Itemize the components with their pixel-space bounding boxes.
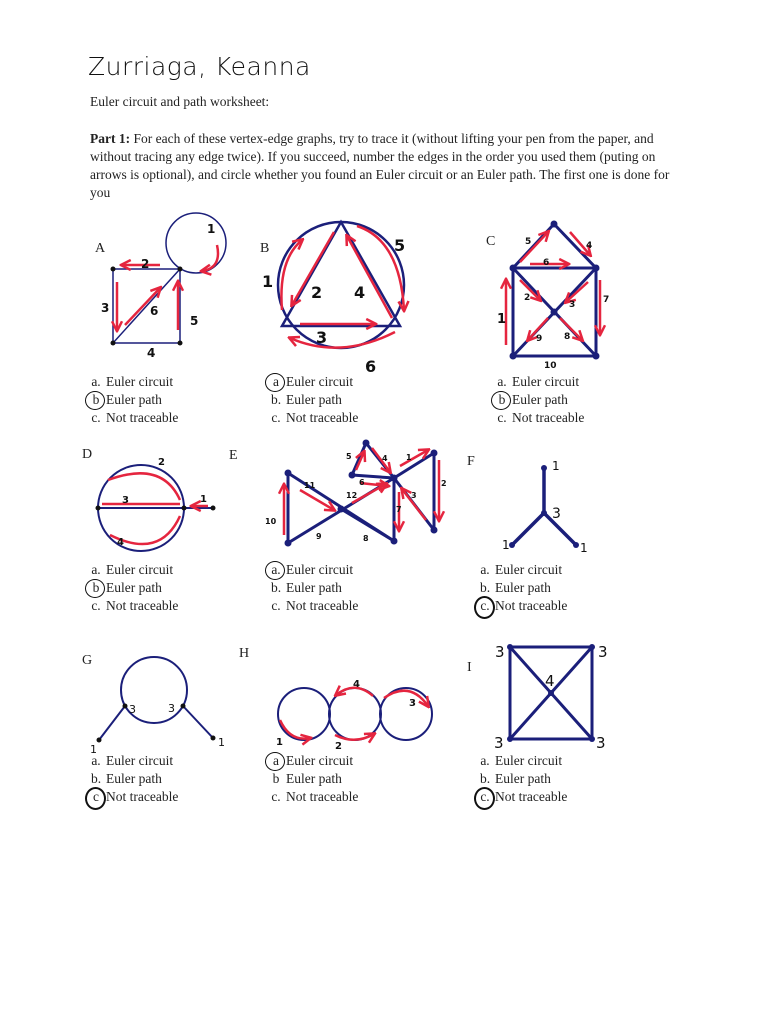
option-euler-path[interactable]: b Euler path	[88, 579, 178, 597]
graph-i-degree-label: 3	[596, 734, 606, 752]
graph-a	[101, 213, 226, 360]
graph-e-edge-label-2: 2	[441, 479, 447, 488]
instructions-text: For each of these vertex-edge graphs, try to trace it (without lifting your pen from the paper, and without tracing any edge twice). If you succeed, number the edges in the order you used them (puting on arrows is optional), and circle whether you found an Euler circuit or an Euler path. The first one is done for you	[90, 131, 670, 200]
graph-b-edge-label-1: 1	[262, 272, 274, 291]
option-euler-circuit[interactable]: a Euler circuit	[268, 373, 358, 391]
graph-c-edge-label-4: 4	[586, 241, 593, 251]
option-not-traceable[interactable]: c. Not traceable	[91, 410, 179, 425]
option-label: Euler circuit	[286, 562, 354, 577]
graph-e-vertex	[431, 527, 438, 534]
graph-a-vertex	[178, 267, 183, 272]
option-label: Euler circuit	[512, 374, 580, 389]
option-not-traceable[interactable]: c Not traceable	[88, 788, 178, 806]
graph-h-edge-label-2: 2	[335, 741, 342, 752]
graph-f-vertex	[541, 510, 547, 516]
graph-d-vertex	[96, 506, 101, 511]
problem-label-i: I	[467, 660, 472, 675]
graph-b-edge-label-6: 6	[365, 357, 377, 376]
graph-b-edge-label-5: 5	[394, 236, 406, 255]
graph-e-vertex	[363, 440, 370, 447]
answer-options-b	[268, 373, 358, 427]
graph-c-vertex	[551, 221, 558, 228]
graph-c-vertex	[551, 309, 558, 316]
graph-g-degree-label: 3	[129, 703, 136, 716]
graph-e-vertex	[391, 475, 398, 482]
graph-d-vertex	[211, 506, 216, 511]
graph-e-edge-label-8: 8	[363, 534, 369, 543]
option-not-traceable[interactable]: c. Not traceable	[497, 410, 585, 425]
graph-h-circle	[278, 688, 330, 740]
graph-c-vertex	[593, 353, 600, 360]
graph-f-vertex	[573, 542, 579, 548]
graph-b-edge-label-4: 4	[354, 283, 366, 302]
graph-g-edge	[99, 706, 125, 740]
graph-a-vertex	[111, 341, 116, 346]
graph-b-edge-label-2: 2	[311, 283, 323, 302]
problem-label-c: C	[486, 234, 496, 249]
graph-a-vertex	[178, 341, 183, 346]
graph-h-trace	[280, 688, 428, 740]
worksheet-title: Euler circuit and path worksheet:	[90, 94, 270, 109]
graph-i	[494, 643, 608, 752]
graph-b-edge-label-3: 3	[316, 328, 328, 347]
part-label: Part 1:	[90, 131, 131, 146]
option-euler-circuit[interactable]: a. Euler circuit	[268, 561, 358, 579]
graph-f-degree-label: 3	[552, 506, 561, 522]
option-not-traceable[interactable]: c. Not traceable	[477, 788, 567, 806]
graph-g-edge	[183, 706, 213, 738]
graph-f-vertex	[509, 542, 515, 548]
answer-options-f	[477, 561, 567, 615]
graph-i-vertex	[589, 644, 595, 650]
graph-e-edge	[352, 443, 366, 475]
graph-i-degree-label: 3	[495, 643, 505, 661]
graph-c	[497, 221, 609, 372]
option-label: Euler path	[286, 771, 342, 786]
graph-f	[502, 459, 588, 555]
option-label: Euler circuit	[286, 374, 354, 389]
problem-label-h: H	[239, 646, 250, 661]
answer-options-g	[88, 752, 178, 806]
graph-h-edge-label-3: 3	[409, 698, 416, 709]
graph-i-degree-label: 3	[598, 643, 608, 661]
graph-e-vertex	[285, 470, 292, 477]
answer-options-a	[88, 373, 178, 427]
graph-f-degree-label: 1	[580, 541, 588, 555]
option-label: Not traceable	[286, 789, 359, 804]
graph-g-degree-label: 1	[90, 743, 97, 756]
option-label: Euler path	[106, 771, 162, 786]
graph-e-edge-label-1: 1	[406, 453, 412, 462]
graph-e	[265, 440, 447, 547]
graph-e-edge-label-12: 12	[346, 491, 358, 500]
graph-c-vertex	[510, 265, 517, 272]
graph-e-vertex	[349, 472, 356, 479]
option-euler-path[interactable]: b Euler path	[272, 771, 342, 786]
graph-e-edge-label-6: 6	[359, 478, 365, 487]
option-label: Euler path	[512, 392, 568, 407]
graph-d-edge-label-2: 2	[158, 457, 165, 468]
graph-b-circle	[278, 222, 404, 348]
graph-a-trace	[117, 245, 218, 330]
graph-c-edge-label-3: 3	[569, 300, 576, 310]
graph-i-vertex	[507, 644, 513, 650]
option-euler-circuit[interactable]: a. Euler circuit	[91, 562, 174, 577]
option-euler-circuit[interactable]: a. Euler circuit	[480, 753, 563, 768]
option-euler-path[interactable]: b. Euler path	[270, 392, 342, 407]
option-not-traceable[interactable]: c. Not traceable	[271, 598, 359, 613]
graph-g-vertex	[181, 704, 186, 709]
graph-f-vertex	[541, 465, 547, 471]
option-euler-path[interactable]: b Euler path	[88, 391, 178, 409]
graph-d-vertex	[182, 506, 187, 511]
option-euler-path[interactable]: b Euler path	[494, 391, 584, 409]
graph-e-edge-label-11: 11	[304, 481, 316, 490]
option-label: Euler circuit	[106, 374, 174, 389]
graph-h-edge-label-4: 4	[353, 679, 360, 690]
graph-e-edge-label-5: 5	[346, 452, 352, 461]
option-not-traceable[interactable]: c. Not traceable	[477, 597, 567, 615]
option-euler-circuit[interactable]: a. Euler circuit	[497, 374, 580, 389]
graph-i-vertex	[589, 736, 595, 742]
option-label: Not traceable	[495, 598, 568, 613]
option-label: Not traceable	[106, 598, 179, 613]
option-euler-path[interactable]: b. Euler path	[270, 580, 342, 595]
problem-label-a: A	[95, 241, 106, 256]
problem-label-b: B	[260, 241, 270, 256]
graph-e-edge-label-10: 10	[265, 517, 277, 526]
graph-d	[96, 457, 216, 551]
graph-g-degree-label: 1	[218, 736, 225, 749]
answer-options-h	[268, 752, 358, 806]
option-label: Euler path	[495, 580, 551, 595]
graph-a-edge-label-2: 2	[141, 257, 150, 271]
graph-e-edge-label-4: 4	[382, 454, 388, 463]
graph-e-edge-label-7: 7	[396, 505, 402, 514]
graph-d-edge-label-3: 3	[122, 495, 129, 506]
graph-d-edge-label-1: 1	[200, 494, 207, 505]
graph-c-edge-label-2: 2	[524, 293, 531, 303]
graph-a-vertex	[111, 267, 116, 272]
graph-f-degree-label: 1	[502, 538, 510, 552]
graph-g	[90, 657, 225, 756]
option-label: Not traceable	[512, 410, 585, 425]
option-euler-circuit[interactable]: a Euler circuit	[268, 752, 358, 770]
graph-d-edge-label-4: 4	[117, 537, 124, 548]
option-label: Euler circuit	[286, 753, 354, 768]
graph-c-edge-label-10: 10	[544, 361, 557, 371]
graph-g-degree-label: 3	[168, 702, 175, 715]
option-label: Euler circuit	[495, 562, 563, 577]
answer-options-e	[268, 561, 358, 615]
graph-a-edge	[113, 269, 180, 343]
option-not-traceable[interactable]: c. Not traceable	[271, 410, 359, 425]
student-name: Zurriaga, Keanna	[88, 52, 311, 81]
graph-g-vertex	[211, 736, 216, 741]
option-label: Euler circuit	[106, 562, 174, 577]
option-label: Not traceable	[286, 598, 359, 613]
graph-c-edge-label-6: 6	[543, 258, 550, 268]
option-not-traceable[interactable]: c. Not traceable	[271, 789, 359, 804]
option-not-traceable[interactable]: c. Not traceable	[91, 598, 179, 613]
option-label: Euler circuit	[495, 753, 563, 768]
graph-i-degree-label: 3	[494, 734, 504, 752]
problem-label-d: D	[82, 447, 93, 462]
option-label: Euler path	[106, 392, 162, 407]
option-label: Not traceable	[106, 410, 179, 425]
graph-h	[276, 679, 432, 752]
problem-label-g: G	[82, 653, 93, 668]
graph-i-degree-label: 4	[545, 672, 555, 690]
graph-e-vertex	[338, 506, 345, 513]
option-label: Euler path	[286, 580, 342, 595]
option-euler-circuit[interactable]: a. Euler circuit	[91, 374, 174, 389]
option-euler-path[interactable]: b. Euler path	[90, 771, 162, 786]
graph-e-vertex	[391, 538, 398, 545]
option-euler-circuit[interactable]: a. Euler circuit	[91, 753, 174, 768]
graph-c-vertex	[593, 265, 600, 272]
graph-e-edge-label-9: 9	[316, 532, 322, 541]
option-label: Not traceable	[286, 410, 359, 425]
problem-label-f: F	[467, 454, 475, 469]
graph-e-vertex	[431, 450, 438, 457]
option-label: Not traceable	[495, 789, 568, 804]
graph-f-degree-label: 1	[552, 459, 560, 473]
graph-a-edge-label-1: 1	[207, 222, 216, 236]
graph-f-edge	[512, 513, 544, 545]
graph-i-vertex	[507, 736, 513, 742]
answer-options-c	[494, 373, 584, 427]
answer-options-i	[477, 752, 567, 806]
graph-c-edge-label-5: 5	[525, 237, 532, 247]
graph-e-edge-label-3: 3	[411, 491, 417, 500]
option-euler-circuit[interactable]: a. Euler circuit	[480, 562, 563, 577]
graph-c-vertex	[510, 353, 517, 360]
graph-c-edge-label-7: 7	[603, 295, 610, 305]
graph-c-edge-label-8: 8	[564, 332, 571, 342]
option-label: Euler circuit	[106, 753, 174, 768]
graph-b	[262, 222, 405, 376]
graph-c-edge-label-9: 9	[536, 334, 543, 344]
option-euler-path[interactable]: b. Euler path	[479, 580, 551, 595]
graph-i-vertex	[548, 690, 554, 696]
option-label: Euler path	[106, 580, 162, 595]
problem-label-e: E	[229, 448, 238, 463]
option-euler-path[interactable]: b. Euler path	[479, 771, 551, 786]
answer-options-d	[88, 561, 178, 615]
graph-e-vertex	[285, 540, 292, 547]
graph-c-edge-label-1: 1	[497, 312, 507, 327]
option-label: Euler path	[286, 392, 342, 407]
graph-a-edge-label-5: 5	[190, 314, 199, 328]
graph-a-edge-label-6: 6	[150, 304, 159, 318]
option-label: Not traceable	[106, 789, 179, 804]
graph-g-vertex	[123, 704, 128, 709]
graph-g-vertex	[97, 738, 102, 743]
graph-a-loop	[166, 213, 226, 273]
graph-a-edge-label-4: 4	[147, 346, 156, 360]
graph-a-edge-label-3: 3	[101, 301, 110, 315]
option-label: Euler path	[495, 771, 551, 786]
graph-h-edge-label-1: 1	[276, 737, 283, 748]
